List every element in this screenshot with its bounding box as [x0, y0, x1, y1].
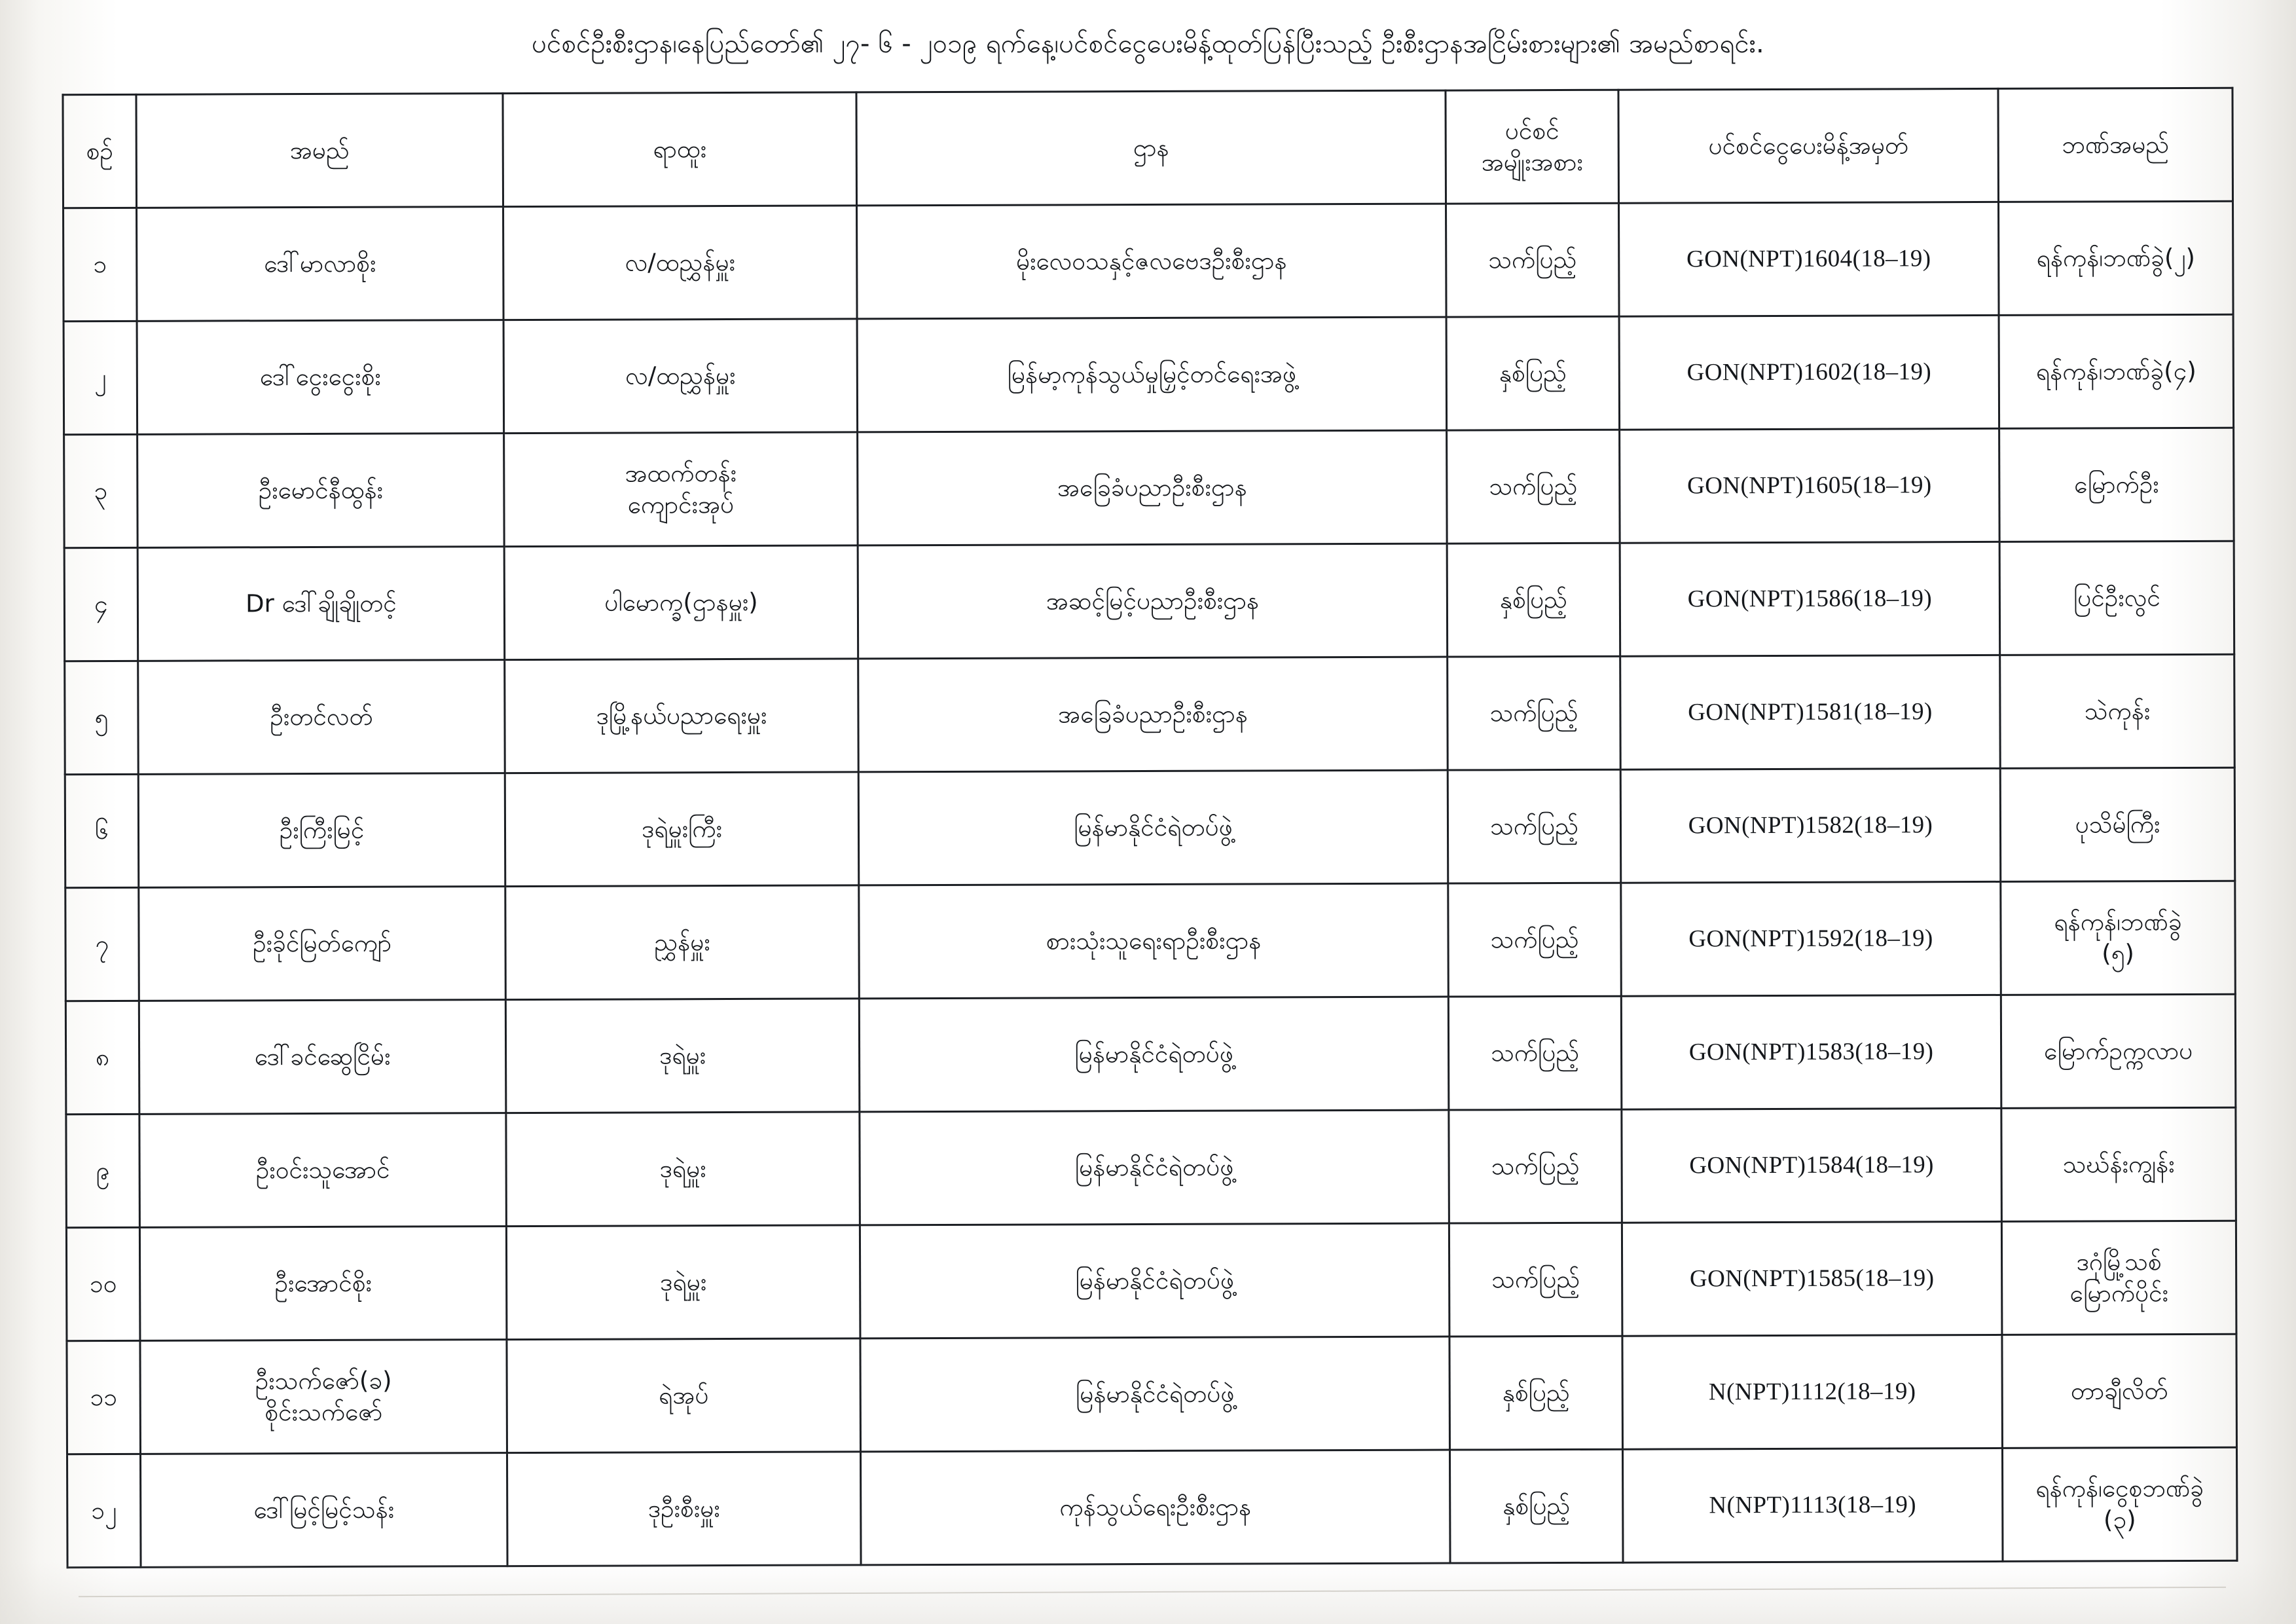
cell-rank [507, 1452, 861, 1566]
cell-bank [2002, 1447, 2237, 1561]
cell-name: Dr ဒေါ်ချိုချိုတင့် [137, 547, 505, 661]
bank-line1: တာချီလိတ် [2070, 1376, 2168, 1405]
bank-line1: ရန်ကုန်၊ငွေစုဘဏ်ခွဲ [2035, 1473, 2204, 1503]
cell-department: မြန်မာနိုင်ငံရဲတပ်ဖွဲ့ [860, 1337, 1450, 1452]
cell-pension-order-no: GON(NPT)1604(18–19) [1619, 202, 1999, 316]
cell-bank [2000, 654, 2235, 768]
cell-department: အဆင့်မြင့်ပညာဦးစီးဌာန [858, 544, 1448, 659]
rank-line1: ဒုရဲမှူးကြီး [641, 815, 723, 843]
bank-line1: ဒဂုံမြို့သစ် [2076, 1247, 2162, 1276]
column-header-name: အမည် [136, 94, 503, 208]
cell-pension-type: နှစ်ပြည့် [1449, 1336, 1623, 1450]
cell-department: မြန်မာနိုင်ငံရဲတပ်ဖွဲ့ [858, 770, 1448, 885]
cell-no: ၄ [64, 547, 138, 661]
cell-name: ဒေါ်ခင်ဆွေငြိမ်း [139, 1000, 506, 1115]
cell-name: ဒေါ်မြင့်မြင့်သန်း [140, 1453, 507, 1568]
cell-department: မြန်မာ့ကုန်သွယ်မှုမြှင့်တင်ရေးအဖွဲ့ [857, 317, 1447, 432]
cell-no: ၁၂ [67, 1454, 141, 1567]
cell-pension-type: နှစ်ပြည့် [1449, 1449, 1623, 1563]
cell-no: ၁၀ [66, 1227, 140, 1340]
cell-bank [1999, 314, 2234, 428]
bank-line2: မြောက်ပိုင်း [2069, 1279, 2169, 1308]
cell-pension-order-no: GON(NPT)1586(18–19) [1620, 542, 2000, 656]
table-row [67, 1334, 2237, 1454]
cell-pension-order-no: GON(NPT)1582(18–19) [1620, 768, 2001, 883]
cell-pension-type: သက်ပြည့် [1448, 996, 1622, 1110]
cell-no: ၁ [64, 208, 137, 321]
cell-rank [505, 772, 859, 887]
cell-bank [2001, 994, 2236, 1108]
cell-rank [503, 319, 858, 434]
rank-line1: ရဲအုပ် [658, 1381, 709, 1410]
column-header-pension-order-no: ပင်စင်ငွေပေးမိန့်အမှတ် [1618, 88, 1999, 203]
table-row [66, 1221, 2236, 1340]
cell-pension-type: နှစ်ပြည့် [1447, 543, 1620, 657]
rank-line1: ဒုရဲမှူး [660, 1268, 707, 1297]
bank-line1: သဃ်န်းကျွန်း [2062, 1150, 2175, 1179]
cell-name: ဦးမောင်နီထွန်း [137, 434, 505, 548]
table-row [65, 994, 2236, 1114]
cell-department: အခြေခံပညာဦးစီးဌာန [858, 430, 1448, 545]
cell-bank [2002, 1334, 2237, 1448]
cell-rank [505, 885, 860, 1000]
pension-type-line1: ပင်စင် [1504, 116, 1559, 145]
cell-name: ဦးအောင်စိုး [139, 1227, 507, 1341]
cell-pension-type: သက်ပြည့် [1448, 883, 1622, 997]
bank-line1: မြောက်ဥက္ကလာပ [2043, 1036, 2193, 1065]
table-row [66, 1107, 2236, 1227]
rank-line1: ဒုရဲမှူး [659, 1041, 706, 1070]
bank-line1: ပုသိမ်ကြီး [2075, 810, 2160, 839]
cell-pension-type: သက်ပြည့် [1446, 203, 1620, 317]
table-row [64, 201, 2234, 321]
cell-pension-order-no: N(NPT)1112(18–19) [1622, 1335, 2003, 1449]
cell-bank [2000, 767, 2235, 881]
cell-pension-type: သက်ပြည့် [1448, 769, 1621, 883]
cell-rank [505, 999, 860, 1113]
cell-name: ဦးကြီးမြင့် [138, 773, 505, 888]
table-row [67, 1447, 2237, 1567]
cell-department: အခြေခံပညာဦးစီးဌာန [858, 657, 1448, 772]
table-row [65, 881, 2236, 1001]
cell-bank [2001, 1107, 2236, 1221]
cell-rank [504, 545, 858, 660]
cell-name [140, 1340, 507, 1454]
cell-bank [2001, 881, 2236, 995]
cell-rank [503, 206, 858, 320]
page-title: ပင်စင်ဦးစီးဌာန၊နေပြည်တော်၏ ၂၇- ၆ - ၂၀၁၉ ရက်နေ့၊ပင်စင်ငွေပေးမိန့်ထုတ်ပြန်ပြီးသည့် ဦးစီးဌာနအငြိမ်းစားများ၏ အမည်စာရင်း. [532, 29, 1764, 59]
cell-pension-order-no: GON(NPT)1581(18–19) [1620, 655, 2001, 769]
bank-line1: ပြင်ဦးလွင် [2073, 583, 2160, 612]
table-header-row [63, 88, 2233, 208]
bank-line1: မြောက်ဦး [2074, 470, 2159, 499]
rank-line1: အထက်တန်း [625, 458, 737, 488]
rank-line1: ဒုမြို့နယ်ပညာရေးမှူး [596, 701, 767, 730]
bank-line1: ရန်ကုန်၊ဘဏ်ခွဲ [2054, 907, 2182, 936]
bank-line2: (၅) [2102, 939, 2135, 968]
cell-department: ကုန်သွယ်ရေးဦးစီးဌာန [860, 1450, 1450, 1565]
cell-department: မြန်မာနိုင်ငံရဲတပ်ဖွဲ့ [860, 1110, 1449, 1225]
cell-name: ဦးတင်လတ် [138, 660, 505, 775]
cell-rank [504, 432, 858, 547]
table-row [64, 541, 2234, 661]
cell-department: မိုးလေဝသနှင့်ဇလဗေဒဦးစီးဌာန [857, 204, 1447, 319]
cell-department: မြန်မာနိုင်ငံရဲတပ်ဖွဲ့ [860, 1223, 1449, 1338]
rank-line1: ဒုရဲမှူး [659, 1154, 706, 1183]
rank-line1: ပါမောက္ခ(ဌာနမှူး) [604, 587, 758, 617]
name-line1: ဦးသက်ဇော်(ခ) [255, 1366, 392, 1395]
table-row [64, 428, 2234, 547]
cell-bank [1999, 428, 2234, 542]
page-edge-line [79, 1587, 2226, 1597]
cell-pension-type: သက်ပြည့် [1449, 1223, 1622, 1337]
cell-pension-type: သက်ပြည့် [1448, 656, 1621, 770]
cell-name: ဦးခိုင်မြတ်ကျော် [139, 887, 506, 1001]
cell-rank [506, 1225, 860, 1340]
column-header-rank: ရာထူး [503, 92, 857, 207]
cell-pension-order-no: GON(NPT)1592(18–19) [1621, 881, 2001, 996]
column-header-pension-type [1446, 90, 1619, 204]
cell-department: မြန်မာနိုင်ငံရဲတပ်ဖွဲ့ [859, 997, 1449, 1112]
column-header-department: ဌာန [856, 90, 1446, 206]
rank-line2: ကျောင်းအုပ် [627, 490, 735, 519]
bank-line2: (၃) [2103, 1505, 2136, 1534]
cell-pension-type: သက်ပြည့် [1449, 1109, 1622, 1223]
column-header-bank: ဘဏ်အမည် [1998, 88, 2233, 202]
name-line2: စိုင်းသက်ဇော် [264, 1397, 383, 1427]
bank-line1: ရန်ကုန်၊ဘဏ်ခွဲ(၂) [2036, 243, 2196, 272]
rank-line1: လ/ထညွှန်မှူး [625, 361, 736, 390]
cell-bank [1999, 541, 2234, 655]
cell-pension-order-no: GON(NPT)1605(18–19) [1620, 428, 2000, 543]
table-row [65, 767, 2235, 887]
cell-name: ဒေါ်ငွေးငွေးစိုး [137, 320, 504, 435]
cell-no: ၅ [65, 661, 139, 774]
table-row [65, 654, 2235, 774]
cell-no: ၁၁ [67, 1340, 141, 1454]
rank-line1: လ/ထညွှန်မှူး [625, 248, 736, 277]
cell-no: ၂ [64, 321, 137, 434]
pension-table-container [62, 87, 2236, 1568]
cell-no: ၇ [65, 887, 139, 1001]
cell-pension-order-no: GON(NPT)1585(18–19) [1622, 1221, 2002, 1336]
cell-bank [2001, 1221, 2236, 1335]
cell-rank [505, 659, 859, 773]
cell-pension-order-no: GON(NPT)1584(18–19) [1622, 1108, 2002, 1223]
cell-name: ဒေါ်မာလာစိုး [137, 207, 504, 322]
table-row [64, 314, 2234, 434]
cell-pension-order-no: GON(NPT)1602(18–19) [1619, 315, 1999, 430]
cell-pension-type: နှစ်ပြည့် [1446, 316, 1620, 430]
cell-pension-type: သက်ပြည့် [1447, 430, 1620, 544]
cell-rank [506, 1112, 860, 1227]
cell-pension-order-no: GON(NPT)1583(18–19) [1621, 995, 2001, 1109]
pension-type-line2: အမျိုးအစား [1481, 147, 1583, 177]
pension-list-table [62, 87, 2238, 1568]
bank-line1: သဲကုန်း [2084, 697, 2151, 726]
rank-line1: ညွှန်မှူး [654, 928, 710, 957]
column-header-no: စဉ် [63, 94, 137, 208]
cell-no: ၃ [64, 434, 138, 547]
bank-line1: ရန်ကုန်၊ဘဏ်ခွဲ(၄) [2035, 356, 2196, 386]
cell-bank [1999, 201, 2234, 315]
cell-pension-order-no: N(NPT)1113(18–19) [1622, 1448, 2003, 1562]
rank-line1: ဒုဦးစီးမှူး [647, 1494, 720, 1523]
cell-rank [507, 1338, 861, 1453]
cell-no: ၈ [65, 1001, 139, 1114]
cell-name: ဦးဝင်းသူအောင် [139, 1113, 507, 1228]
cell-department: စားသုံးသူရေးရာဦးစီးဌာန [859, 883, 1449, 999]
cell-no: ၆ [65, 774, 139, 887]
cell-no: ၉ [66, 1114, 140, 1227]
